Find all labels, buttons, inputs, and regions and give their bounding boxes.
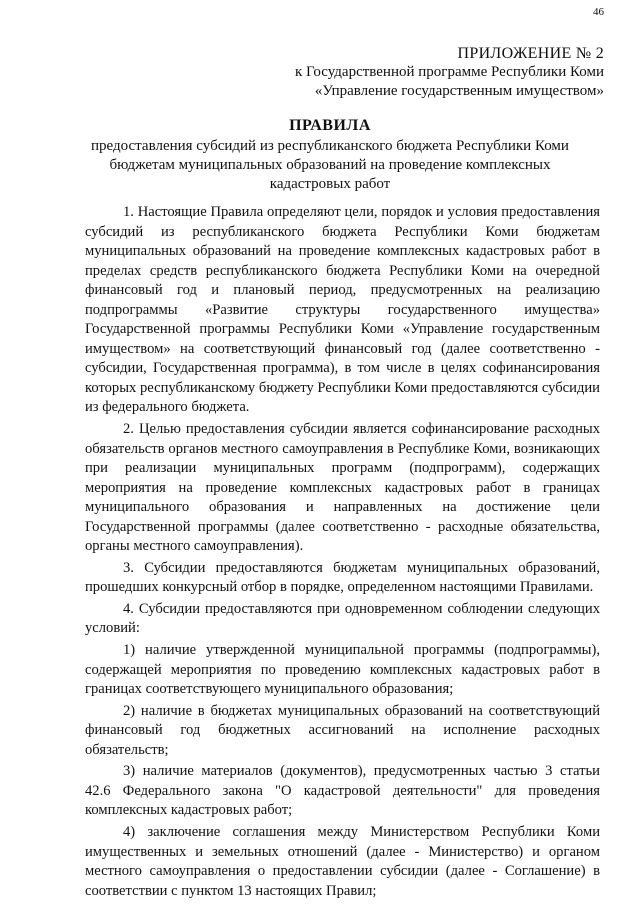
appendix-title: ПРИЛОЖЕНИЕ № 2 — [457, 45, 604, 62]
condition-item-4: 4) заключение соглашения между Министерством Республики Коми имущественных и земельных отношений (далее - Министерство) и органом местного самоуправления о предоставлении субсидии (далее - Соглашение) в соответствии с пунктом 13 настоящих Правил; — [85, 823, 600, 899]
condition-item-1: 1) наличие утвержденной муниципальной программы (подпрограммы), содержащей мероприятия по проведению комплексных кадастровых работ в границах соответствующего муниципального образования; — [85, 642, 600, 698]
condition-item-3: 3) наличие материалов (документов), предусмотренных частью 3 статьи 42.6 Федерального закона "О кадастровой деятельности" для проведения комплексных кадастровых работ; — [85, 763, 600, 819]
appendix-line-1: к Государственной программе Республики Коми — [295, 64, 604, 80]
document-subtitle-line-2: бюджетам муниципальных образований на проведение комплексных — [109, 157, 551, 173]
document-subtitle-line-1: предоставления субсидий из республиканского бюджета Республики Коми — [91, 138, 569, 154]
appendix-header — [144, 44, 604, 101]
appendix-line-2: «Управление государственным имуществом» — [314, 83, 604, 99]
paragraph-2: 2. Целью предоставления субсидии является софинансирование расходных обязательств органов местного самоуправления в Республике Коми, возникающих при реализации муниципальных программ (подпрограмм), содержащих мероприятия на проведение комплексных кадастровых работ в границах муниципального образования и направленных на достижение цели Государственной программы (далее соответственно - расходные обязательства, органы местного самоуправления). — [85, 421, 600, 555]
paragraph-3: 3. Субсидии предоставляются бюджетам муниципальных образований, прошедших конкурсный отбор в порядке, определенном настоящими Правилами. — [85, 559, 600, 596]
condition-item-2: 2) наличие в бюджетах муниципальных образований на соответствующий финансовый год бюджетных ассигнований на исполнение расходных обязательств; — [85, 702, 600, 758]
document-subtitle — [60, 137, 600, 194]
document-title: ПРАВИЛА — [289, 117, 371, 134]
document-heading — [60, 116, 600, 194]
document-body — [85, 203, 600, 903]
document-subtitle-line-3: кадастровых работ — [269, 176, 391, 192]
page-number: 46 — [593, 6, 604, 18]
paragraph-1: 1. Настоящие Правила определяют цели, порядок и условия предоставления субсидий из республиканского бюджета Республики Коми бюджетам муниципальных образований на проведение комплексных кадастровых работ в пределах средств республиканского бюджета Республики Коми на очередной финансовый год и плановый период, предусмотренных на реализацию подпрограммы «Развитие структуры государственного имущества» Государственной программы Республики Коми «Управление государственным имуществом» на соответствующий финансовый год (далее соответственно - субсидии, Государственная программа), в том числе в целях софинансирования которых республиканскому бюджету Республики Коми предоставляются субсидии из федерального бюджета. — [85, 204, 600, 416]
paragraph-4: 4. Субсидии предоставляются при одновременном соблюдении следующих условий: — [85, 600, 600, 637]
